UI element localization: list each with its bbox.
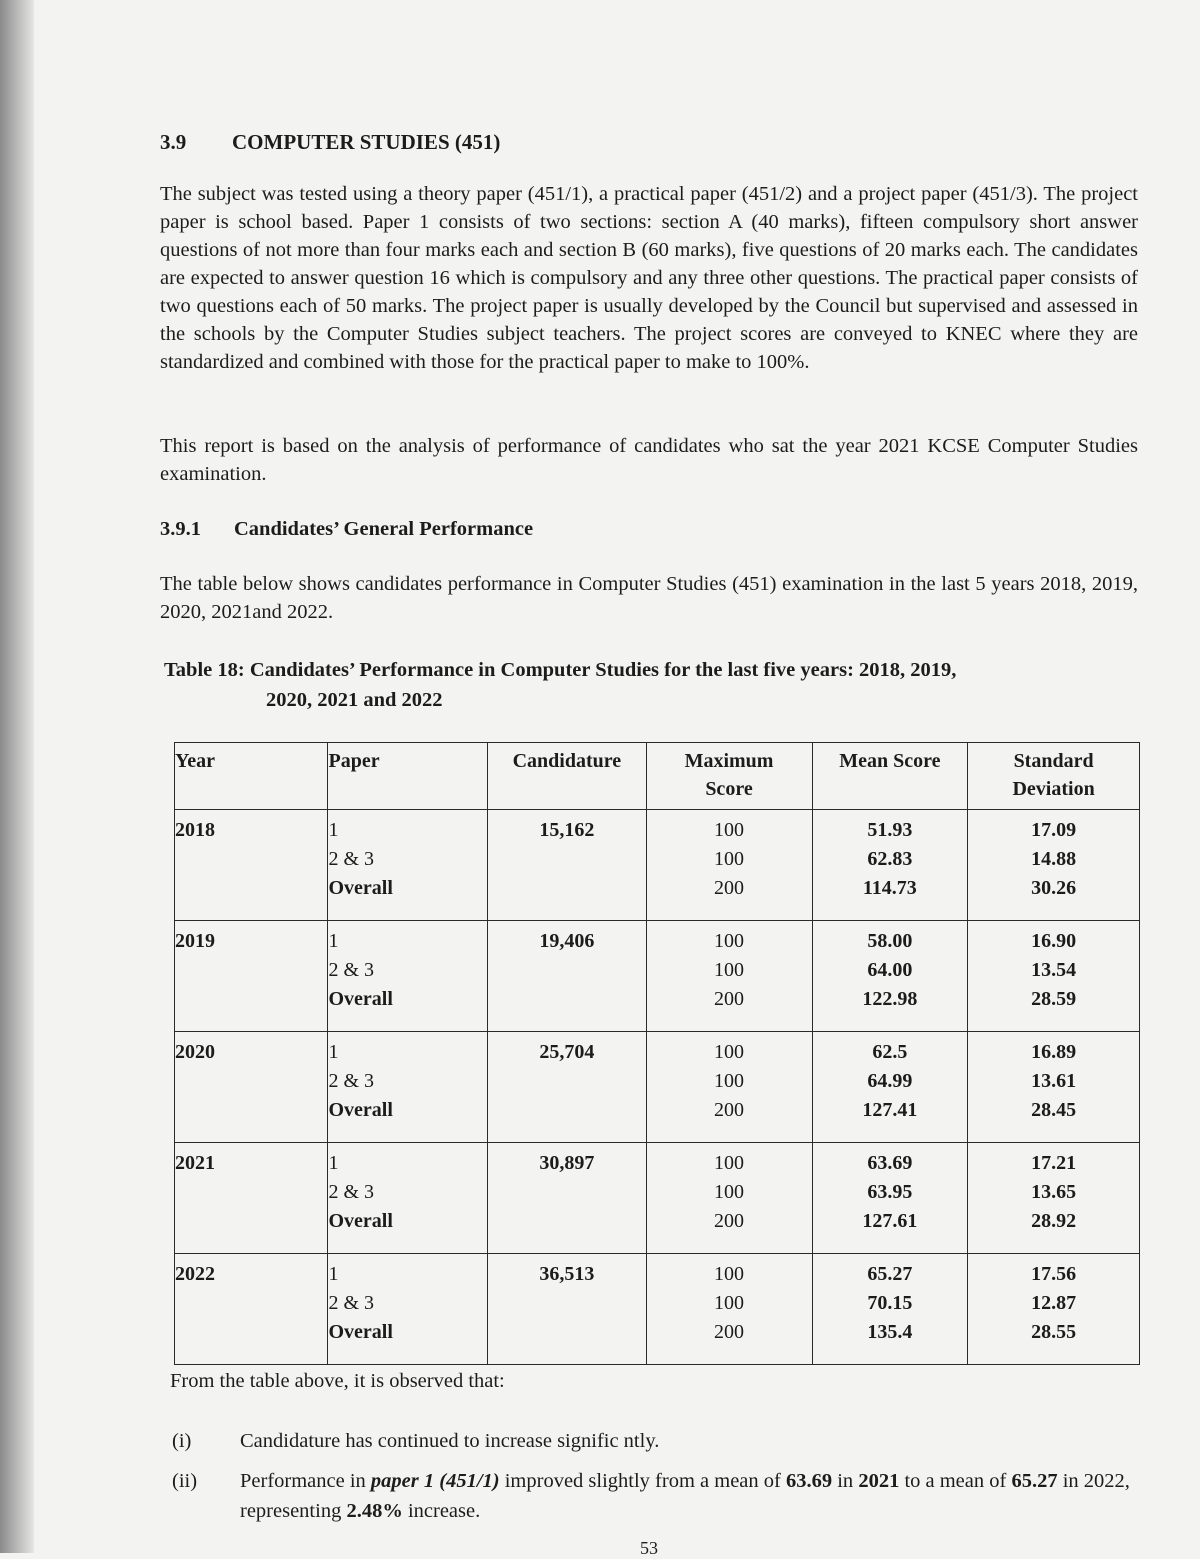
table-row xyxy=(175,1032,1140,1143)
cell-candidature: 25,704 xyxy=(488,1032,646,1143)
cell-year: 2020 xyxy=(175,1032,328,1143)
cell-paper xyxy=(328,1254,488,1365)
scan-edge-shadow xyxy=(0,0,34,1553)
sd-paper-2-3: 14.88 xyxy=(1031,848,1077,870)
cell-candidature: 15,162 xyxy=(488,810,646,921)
max-overall: 200 xyxy=(714,1099,745,1121)
cell-standard-deviation xyxy=(968,1254,1140,1365)
sd-paper-1: 17.21 xyxy=(1031,1152,1077,1174)
header-mean-score: Mean Score xyxy=(812,743,968,810)
sd-overall: 28.92 xyxy=(1031,1210,1077,1232)
table-header-row xyxy=(175,743,1140,810)
paper-1: 1 xyxy=(328,1041,339,1063)
mean-paper-1: 58.00 xyxy=(867,930,913,952)
cell-candidature: 36,513 xyxy=(488,1254,646,1365)
performance-table xyxy=(174,742,1140,1365)
mean-overall: 114.73 xyxy=(862,877,917,899)
header-sd-line2: Deviation xyxy=(1012,778,1095,800)
max-overall: 200 xyxy=(714,988,745,1010)
cell-max-score xyxy=(646,1032,812,1143)
max-paper-2-3: 100 xyxy=(714,1181,745,1203)
item-text xyxy=(240,1466,1152,1526)
mean-paper-2-3: 63.95 xyxy=(867,1181,913,1203)
cell-year: 2018 xyxy=(175,810,328,921)
cell-candidature: 30,897 xyxy=(488,1143,646,1254)
max-paper-1: 100 xyxy=(714,1263,745,1285)
page-number: 53 xyxy=(640,1538,658,1558)
max-paper-1: 100 xyxy=(714,1041,745,1063)
cell-mean-score xyxy=(812,1032,968,1143)
item-text: Candidature has continued to increase signific ntly. xyxy=(240,1430,660,1452)
header-year: Year xyxy=(175,743,328,810)
max-paper-1: 100 xyxy=(714,930,745,952)
header-max-line2: Score xyxy=(705,778,753,800)
paper-1: 1 xyxy=(328,1263,339,1285)
text-run: to a mean of xyxy=(899,1470,1012,1492)
max-paper-2-3: 100 xyxy=(714,959,745,981)
max-overall: 200 xyxy=(714,1210,745,1232)
paper-1: 1 xyxy=(328,1152,339,1174)
table-row xyxy=(175,810,1140,921)
sd-overall: 28.45 xyxy=(1031,1099,1077,1121)
sd-paper-1: 16.89 xyxy=(1031,1041,1077,1063)
subsection-title: Candidates’ General Performance xyxy=(234,518,534,540)
item-marker: (ii) xyxy=(172,1470,198,1492)
cell-mean-score xyxy=(812,1254,968,1365)
paper-2-3: 2 & 3 xyxy=(328,959,375,981)
text-run: in 2022, representing xyxy=(240,1470,1130,1522)
subsection-heading xyxy=(160,518,533,541)
mean-paper-2-3: 70.15 xyxy=(867,1292,913,1314)
table-caption xyxy=(164,655,1124,715)
sd-overall: 28.55 xyxy=(1031,1321,1077,1343)
max-paper-2-3: 100 xyxy=(714,1292,745,1314)
cell-mean-score xyxy=(812,810,968,921)
text-run-year-2021: 2021 xyxy=(858,1470,900,1492)
paper-overall: Overall xyxy=(328,988,393,1010)
cell-max-score xyxy=(646,921,812,1032)
intro-paragraph: The subject was tested using a theory paper (451/1), a practical paper (451/2) and a project paper (451/3). The project paper is school based. Paper 1 consists of two sections: section A (40 marks), fifteen compulsory short answer questions of not more than four marks each and section B (60 marks), five questions of 20 marks each. The candidates are expected to answer question 16 which is compulsory and any three other questions. The practical paper consists of two questions each of 50 marks. The project paper is usually developed by the Council but supervised and assessed in the schools by the Computer Studies subject teachers. The project scores are conveyed to KNEC where they are standardized and combined with those for the practical paper to make to 100%. xyxy=(160,183,1138,373)
paper-1: 1 xyxy=(328,819,339,841)
cell-max-score xyxy=(646,1254,812,1365)
cell-standard-deviation xyxy=(968,1032,1140,1143)
mean-paper-1: 51.93 xyxy=(867,819,913,841)
cell-year: 2021 xyxy=(175,1143,328,1254)
max-overall: 200 xyxy=(714,1321,745,1343)
cell-standard-deviation xyxy=(968,1143,1140,1254)
table-caption-line2: 2020, 2021 and 2022 xyxy=(266,689,443,711)
header-candidature: Candidature xyxy=(488,743,646,810)
sd-paper-2-3: 12.87 xyxy=(1031,1292,1077,1314)
table-caption-line1: Table 18: Candidates’ Performance in Computer Studies for the last five years: 2018, 2019, xyxy=(164,659,957,681)
section-heading xyxy=(160,130,500,155)
text-run: Performance in xyxy=(240,1470,371,1492)
cell-year: 2019 xyxy=(175,921,328,1032)
mean-overall: 127.61 xyxy=(862,1210,918,1232)
subsection-number: 3.9.1 xyxy=(160,518,201,540)
cell-standard-deviation xyxy=(968,810,1140,921)
cell-mean-score xyxy=(812,921,968,1032)
paper-2-3: 2 & 3 xyxy=(328,1070,375,1092)
text-run-paper: paper 1 (451/1) xyxy=(370,1470,500,1492)
mean-paper-2-3: 64.00 xyxy=(867,959,913,981)
paper-overall: Overall xyxy=(328,1099,393,1121)
paper-overall: Overall xyxy=(328,1210,393,1232)
sd-paper-1: 17.56 xyxy=(1031,1263,1077,1285)
sd-paper-1: 17.09 xyxy=(1031,819,1077,841)
header-maximum-score xyxy=(646,743,812,810)
observation-item xyxy=(172,1466,1152,1526)
table-intro-paragraph: The table below shows candidates performance in Computer Studies (451) examination in the last 5 years 2018, 2019, 2020, 2021and 2022. xyxy=(160,573,1138,623)
cell-paper xyxy=(328,810,488,921)
text-run-percent: 2.48% xyxy=(346,1500,403,1522)
mean-paper-1: 65.27 xyxy=(867,1263,913,1285)
max-overall: 200 xyxy=(714,877,745,899)
header-paper: Paper xyxy=(328,743,488,810)
paper-2-3: 2 & 3 xyxy=(328,848,375,870)
cell-paper xyxy=(328,1032,488,1143)
item-marker: (i) xyxy=(172,1430,192,1452)
max-paper-2-3: 100 xyxy=(714,1070,745,1092)
table-row xyxy=(175,921,1140,1032)
header-standard-deviation xyxy=(968,743,1140,810)
text-run: increase. xyxy=(402,1500,481,1522)
mean-overall: 122.98 xyxy=(862,988,918,1010)
cell-max-score xyxy=(646,810,812,921)
sd-overall: 30.26 xyxy=(1031,877,1077,899)
cell-paper xyxy=(328,921,488,1032)
sd-paper-2-3: 13.65 xyxy=(1031,1181,1077,1203)
header-sd-line1: Standard xyxy=(1013,750,1094,772)
cell-standard-deviation xyxy=(968,921,1140,1032)
max-paper-2-3: 100 xyxy=(714,848,745,870)
text-run-mean-2022: 65.27 xyxy=(1011,1470,1058,1492)
paper-overall: Overall xyxy=(328,877,393,899)
text-run: in xyxy=(832,1470,859,1492)
table-row xyxy=(175,1254,1140,1365)
cell-mean-score xyxy=(812,1143,968,1254)
mean-paper-1: 62.5 xyxy=(872,1041,908,1063)
max-paper-1: 100 xyxy=(714,1152,745,1174)
paper-2-3: 2 & 3 xyxy=(328,1292,375,1314)
table-row xyxy=(175,1143,1140,1254)
sd-overall: 28.59 xyxy=(1031,988,1077,1010)
sd-paper-2-3: 13.54 xyxy=(1031,959,1077,981)
header-max-line1: Maximum xyxy=(684,750,774,772)
sd-paper-2-3: 13.61 xyxy=(1031,1070,1077,1092)
observations-intro: From the table above, it is observed that: xyxy=(170,1370,505,1392)
mean-overall: 127.41 xyxy=(862,1099,918,1121)
cell-candidature: 19,406 xyxy=(488,921,646,1032)
paper-1: 1 xyxy=(328,930,339,952)
observation-item xyxy=(172,1426,1152,1456)
section-title: COMPUTER STUDIES (451) xyxy=(232,130,501,154)
mean-paper-2-3: 64.99 xyxy=(867,1070,913,1092)
mean-overall: 135.4 xyxy=(867,1321,913,1343)
text-run: improved slightly from a mean of xyxy=(499,1470,786,1492)
cell-paper xyxy=(328,1143,488,1254)
sd-paper-1: 16.90 xyxy=(1031,930,1077,952)
report-paragraph: This report is based on the analysis of performance of candidates who sat the year 2021 KCSE Computer Studies examination. xyxy=(160,435,1138,485)
paper-2-3: 2 & 3 xyxy=(328,1181,375,1203)
cell-year: 2022 xyxy=(175,1254,328,1365)
mean-paper-2-3: 62.83 xyxy=(867,848,913,870)
mean-paper-1: 63.69 xyxy=(867,1152,913,1174)
section-number: 3.9 xyxy=(160,130,187,154)
text-run-mean-2021: 63.69 xyxy=(785,1470,833,1492)
cell-max-score xyxy=(646,1143,812,1254)
max-paper-1: 100 xyxy=(714,819,745,841)
paper-overall: Overall xyxy=(328,1321,393,1343)
